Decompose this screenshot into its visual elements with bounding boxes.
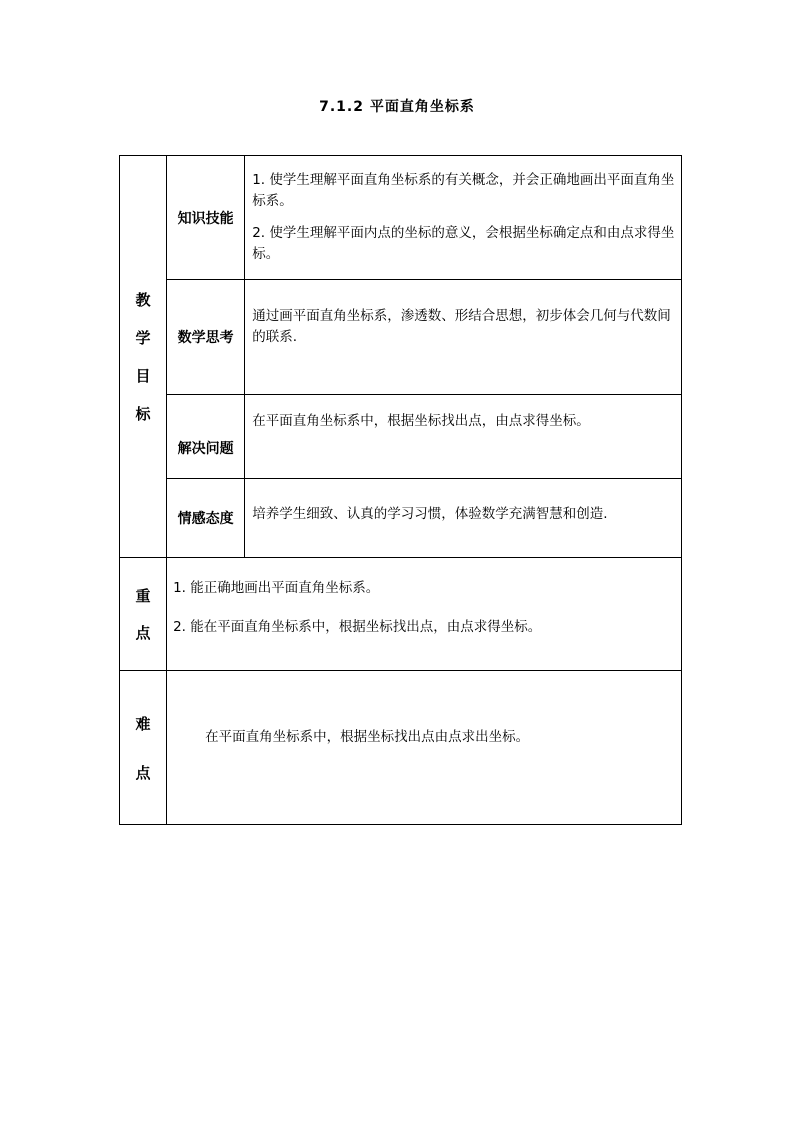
objective-row-thinking	[120, 280, 682, 395]
difficult-points-label-char: 难	[135, 714, 151, 733]
difficult-points-label-char: 点	[135, 763, 151, 782]
key-points-content	[167, 558, 682, 671]
difficult-points-label	[120, 671, 167, 825]
objective-content-attitude	[245, 479, 682, 558]
objective-item: 在平面直角坐标系中，根据坐标找出点，由点求得坐标。	[252, 413, 590, 429]
key-point-item: 1. 能正确地画出平面直角坐标系。	[173, 580, 380, 596]
objective-content-thinking	[245, 280, 682, 395]
objectives-label	[120, 156, 167, 558]
lesson-plan-table	[119, 155, 682, 825]
objective-item: 培养学生细致、认真的学习习惯，体验数学充满智慧和创造.	[252, 505, 608, 522]
objective-item: 1. 使学生理解平面直角坐标系的有关概念，并会正确地画出平面直角坐标系。	[252, 172, 675, 209]
objectives-label-char: 学	[135, 329, 151, 347]
difficult-points-row	[120, 671, 682, 825]
key-points-label-char: 重	[135, 587, 151, 605]
objective-item: 通过画平面直角坐标系，渗透数、形结合思想，初步体会几何与代数间的联系.	[252, 308, 671, 345]
objectives-label-char: 标	[135, 405, 151, 423]
objectives-label-char: 教	[135, 291, 151, 309]
objective-item: 2. 使学生理解平面内点的坐标的意义，会根据坐标确定点和由点求得坐标。	[252, 225, 675, 262]
objective-content-knowledge	[245, 156, 682, 280]
objective-label-thinking: 数学思考	[167, 280, 245, 395]
key-points-label	[120, 558, 167, 671]
page-title: 7.1.2 平面直角坐标系	[319, 99, 475, 115]
objectives-label-char: 目	[135, 367, 151, 385]
objective-content-problem-solving	[245, 395, 682, 479]
key-points-label-char: 点	[135, 624, 151, 642]
objective-label-attitude: 情感态度	[167, 479, 245, 558]
key-points-row	[120, 558, 682, 671]
objective-label-problem-solving: 解决问题	[167, 395, 245, 479]
key-point-item: 2. 能在平面直角坐标系中，根据坐标找出点，由点求得坐标。	[173, 619, 542, 635]
objective-row-problem-solving	[120, 395, 682, 479]
objective-label-knowledge: 知识技能	[167, 156, 245, 280]
objective-row-attitude	[120, 479, 682, 558]
difficult-points-content	[167, 671, 682, 825]
difficult-point-text: 在平面直角坐标系中，根据坐标找出点由点求出坐标。	[205, 729, 530, 745]
objective-row-knowledge	[120, 156, 682, 280]
